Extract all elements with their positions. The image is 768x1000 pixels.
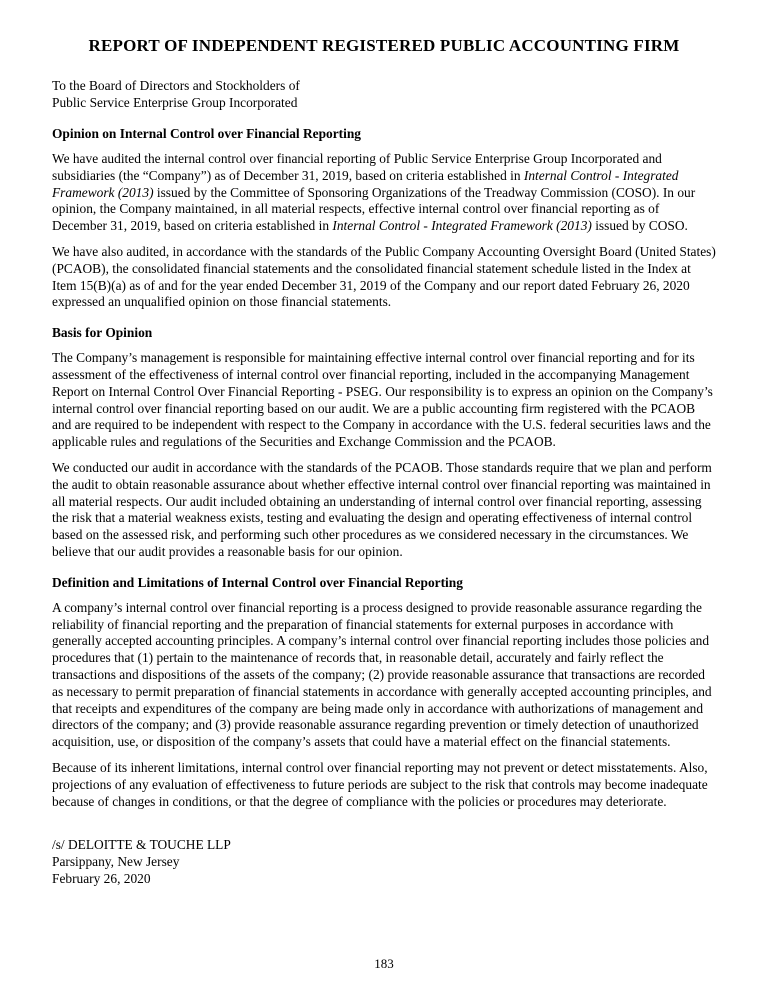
opinion-paragraph-2: We have also audited, in accordance with the standards of the Public Company Accounting Oversight Board (United States) (PCAOB), the consolidated financial statements and the consolidated financial statement schedule listed in the Index at Item 15(B)(a) as of and for the year ended December 31, 2019 of the Company and our report dated February 26, 2020 expressed an unqualified opinion on those financial statements.: [52, 243, 716, 310]
definition-paragraph-2: Because of its inherent limitations, internal control over financial reporting may not prevent or detect misstatements. Also, projections of any evaluation of effectiveness to future periods are subject to the risk that controls may become inadequate because of changes in conditions, or that the degree of compliance with the policies or procedures may deteriorate.: [52, 759, 708, 809]
basis-section-heading: Basis for Opinion: [52, 325, 153, 341]
page-title: REPORT OF INDEPENDENT REGISTERED PUBLIC ACCOUNTING FIRM: [88, 36, 680, 55]
opinion-p1-text-a: We have audited the internal control over financial reporting of Public Service Enterprise Group Incorporated and subsidiaries (the “Company”) as of December 31, 2019, based on criteria established in: [52, 151, 662, 183]
signature-block: [52, 836, 231, 887]
opinion-p1-framework-citation-2: Internal Control - Integrated Framework (2013): [332, 218, 592, 234]
definition-paragraph-1: A company’s internal control over financial reporting is a process designed to provide reasonable assurance regarding the reliability of financial reporting and the preparation of financial statements for external purposes in accordance with generally accepted accounting principles. A company’s internal control over financial reporting includes those policies and procedures that (1) pertain to the maintenance of records that, in reasonable detail, accurately and fairly reflect the transactions and dispositions of the assets of the company; (2) provide reasonable assurance that transactions are recorded as necessary to permit preparation of financial statements in accordance with generally accepted accounting principles, and that receipts and expenditures of the company are being made only in accordance with authorizations of management and directors of the company; and (3) provide reasonable assurance regarding prevention or timely detection of unauthorized acquisition, use, or disposition of the company’s assets that could have a material effect on the financial statements.: [52, 599, 712, 750]
signature-location: Parsippany, New Jersey: [52, 854, 180, 869]
opinion-section-heading: Opinion on Internal Control over Financial Reporting: [52, 126, 362, 141]
signature-firm-name: /s/ DELOITTE & TOUCHE LLP: [52, 837, 231, 852]
opinion-p1-text-c: issued by the Committee of Sponsoring Organizations of the Treadway Commission (COSO). In our opinion, the Company maintained, in all material respects, effective internal control over financial reporting as of December 31, 2019, based on criteria established in: [52, 184, 696, 234]
signature-date: February 26, 2020: [52, 871, 151, 886]
page-number: 183: [374, 956, 394, 971]
basis-paragraph-1: The Company’s management is responsible for maintaining effective internal control over financial reporting and for its assessment of the effectiveness of internal control over financial reporting, included in the accompanying Management Report on Internal Control Over Financial Reporting - PSEG. Our responsibility is to express an opinion on the Company’s internal control over financial reporting based on our audit. We are a public accounting firm registered with the PCAOB and are required to be independent with respect to the Company in accordance with the U.S. federal securities laws and the applicable rules and regulations of the Securities and Exchange Commission and the PCAOB.: [52, 350, 713, 450]
opinion-paragraph-1: [52, 151, 716, 235]
addressee-line-1: To the Board of Directors and Stockholders of: [52, 78, 300, 93]
opinion-p1-text-e: issued by COSO.: [591, 218, 688, 234]
definition-section-heading: Definition and Limitations of Internal Control over Financial Reporting: [52, 574, 463, 590]
addressee-block: [52, 78, 716, 111]
opinion-p1-framework-citation-1: Internal Control - Integrated Framework (2013): [52, 167, 679, 200]
addressee-line-2: Public Service Enterprise Group Incorporated: [52, 94, 298, 110]
basis-paragraph-2: We conducted our audit in accordance with the standards of the PCAOB. Those standards require that we plan and perform the audit to obtain reasonable assurance about whether effective internal control over financial reporting was maintained in all material respects. Our audit included obtaining an understanding of internal control over financial reporting, assessing the risk that a material weakness exists, testing and evaluating the design and operating effectiveness of internal control based on the assessed risk, and performing such other procedures as we considered necessary in the circumstances. We believe that our audit provides a reasonable basis for our opinion.: [52, 459, 712, 559]
